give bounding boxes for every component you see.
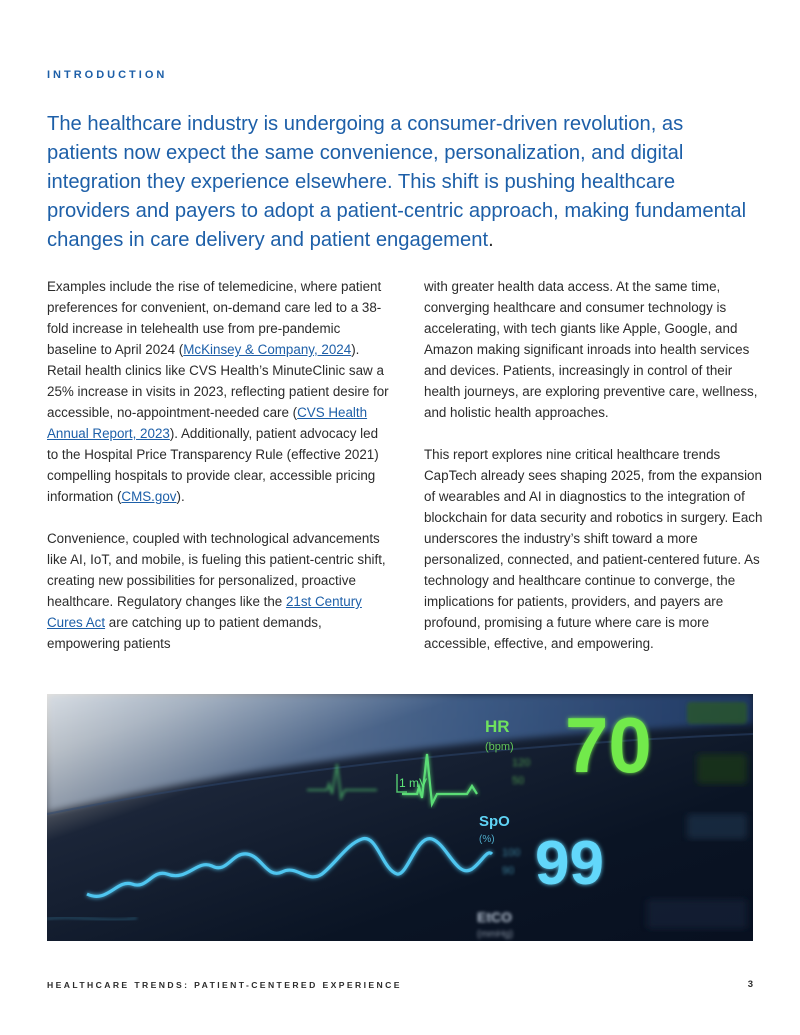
lead-text: The healthcare industry is undergoing a consumer-driven revolution, as patients now expect the same convenience, personalization, and digital integration they experience elsewhere. This shift is pushing healthcare providers and payers to adopt a patient-centric approach, making fundamental changes in care delivery and patient engagement <box>47 113 747 251</box>
lead-period: . <box>488 229 494 251</box>
body-paragraph <box>47 528 392 654</box>
cvs-report-link[interactable]: CVS Health Annual Report, 2023 <box>47 405 368 441</box>
text-run: ). Retail health clinics like CVS Health’s MinuteClinic saw a 25% increase in visits in 2023, reflecting patient desire for accessible, no-appointment-needed care ( <box>47 342 389 420</box>
patient-monitor-photo <box>47 694 753 941</box>
text-run: Examples include the rise of telemedicine, where patient preferences for convenient, on-demand care led to a 38-fold increase in telehealth use from pre-pandemic baseline to April 2024 ( <box>47 279 382 357</box>
spo2-value: 99 <box>535 829 604 898</box>
text-run: are catching up to patient demands, empowering patients <box>47 615 322 651</box>
cms-link[interactable]: CMS.gov <box>121 489 177 504</box>
hr-label: HR <box>485 717 510 736</box>
text-run: ). <box>176 489 185 504</box>
page-number: 3 <box>747 979 753 990</box>
hr-upper-limit: 120 <box>512 757 531 769</box>
lead-paragraph <box>47 110 747 255</box>
body-column-left <box>47 276 392 675</box>
hr-value: 70 <box>565 701 652 789</box>
etco2-unit: (mmHg) <box>477 929 514 940</box>
text-run: ). Additionally, patient advocacy led to the Hospital Price Transparency Rule (effective 2021) compelling hospitals to provide clear, accessible pricing information ( <box>47 426 379 504</box>
hr-lower-limit: 50 <box>512 775 525 787</box>
cures-act-link[interactable]: 21st Century Cures Act <box>47 594 362 630</box>
monitor-illustration <box>47 694 753 941</box>
mckinsey-link[interactable]: McKinsey & Company, 2024 <box>183 342 352 357</box>
footer-title: HEALTHCARE TRENDS: PATIENT-CENTERED EXPERIENCE <box>47 980 402 990</box>
section-label: INTRODUCTION <box>47 69 168 81</box>
spo2-upper-limit: 100 <box>502 847 521 859</box>
spo2-label: SpO <box>479 813 510 830</box>
hr-unit: (bpm) <box>485 741 514 753</box>
text-run: Convenience, coupled with technological advancements like AI, IoT, and mobile, is fueling this patient-centric shift, creating new possibilities for personalized, proactive healthcare. Regulatory changes like the <box>47 531 386 609</box>
spo2-lower-limit: 90 <box>502 865 515 877</box>
etco2-label: EtCO <box>477 909 512 925</box>
spo2-unit: (%) <box>479 834 495 845</box>
body-paragraph: This report explores nine critical healthcare trends CapTech already sees shaping 2025, from the expansion of wearables and AI in diagnostics to the integration of blockchain for data security and robotics in surgery. Each underscores the industry’s shift toward a more personalized, connected, and patient-centered future. As technology and healthcare continue to converge, the implications for patients, providers, and payers are profound, promising a future where care is more accessible, effective, and empowering. <box>424 447 763 651</box>
body-paragraph <box>47 276 392 507</box>
body-paragraph: with greater health data access. At the same time, converging healthcare and consumer technology is accelerating, with tech giants like Apple, Google, and Amazon making significant inroads into health services and devices. Patients, increasingly in control of their health journeys, are exploring preventive care, wellness, and holistic health approaches. <box>424 279 758 420</box>
ecg-scale-label: 1 mV <box>399 776 428 790</box>
body-column-right <box>424 276 769 675</box>
